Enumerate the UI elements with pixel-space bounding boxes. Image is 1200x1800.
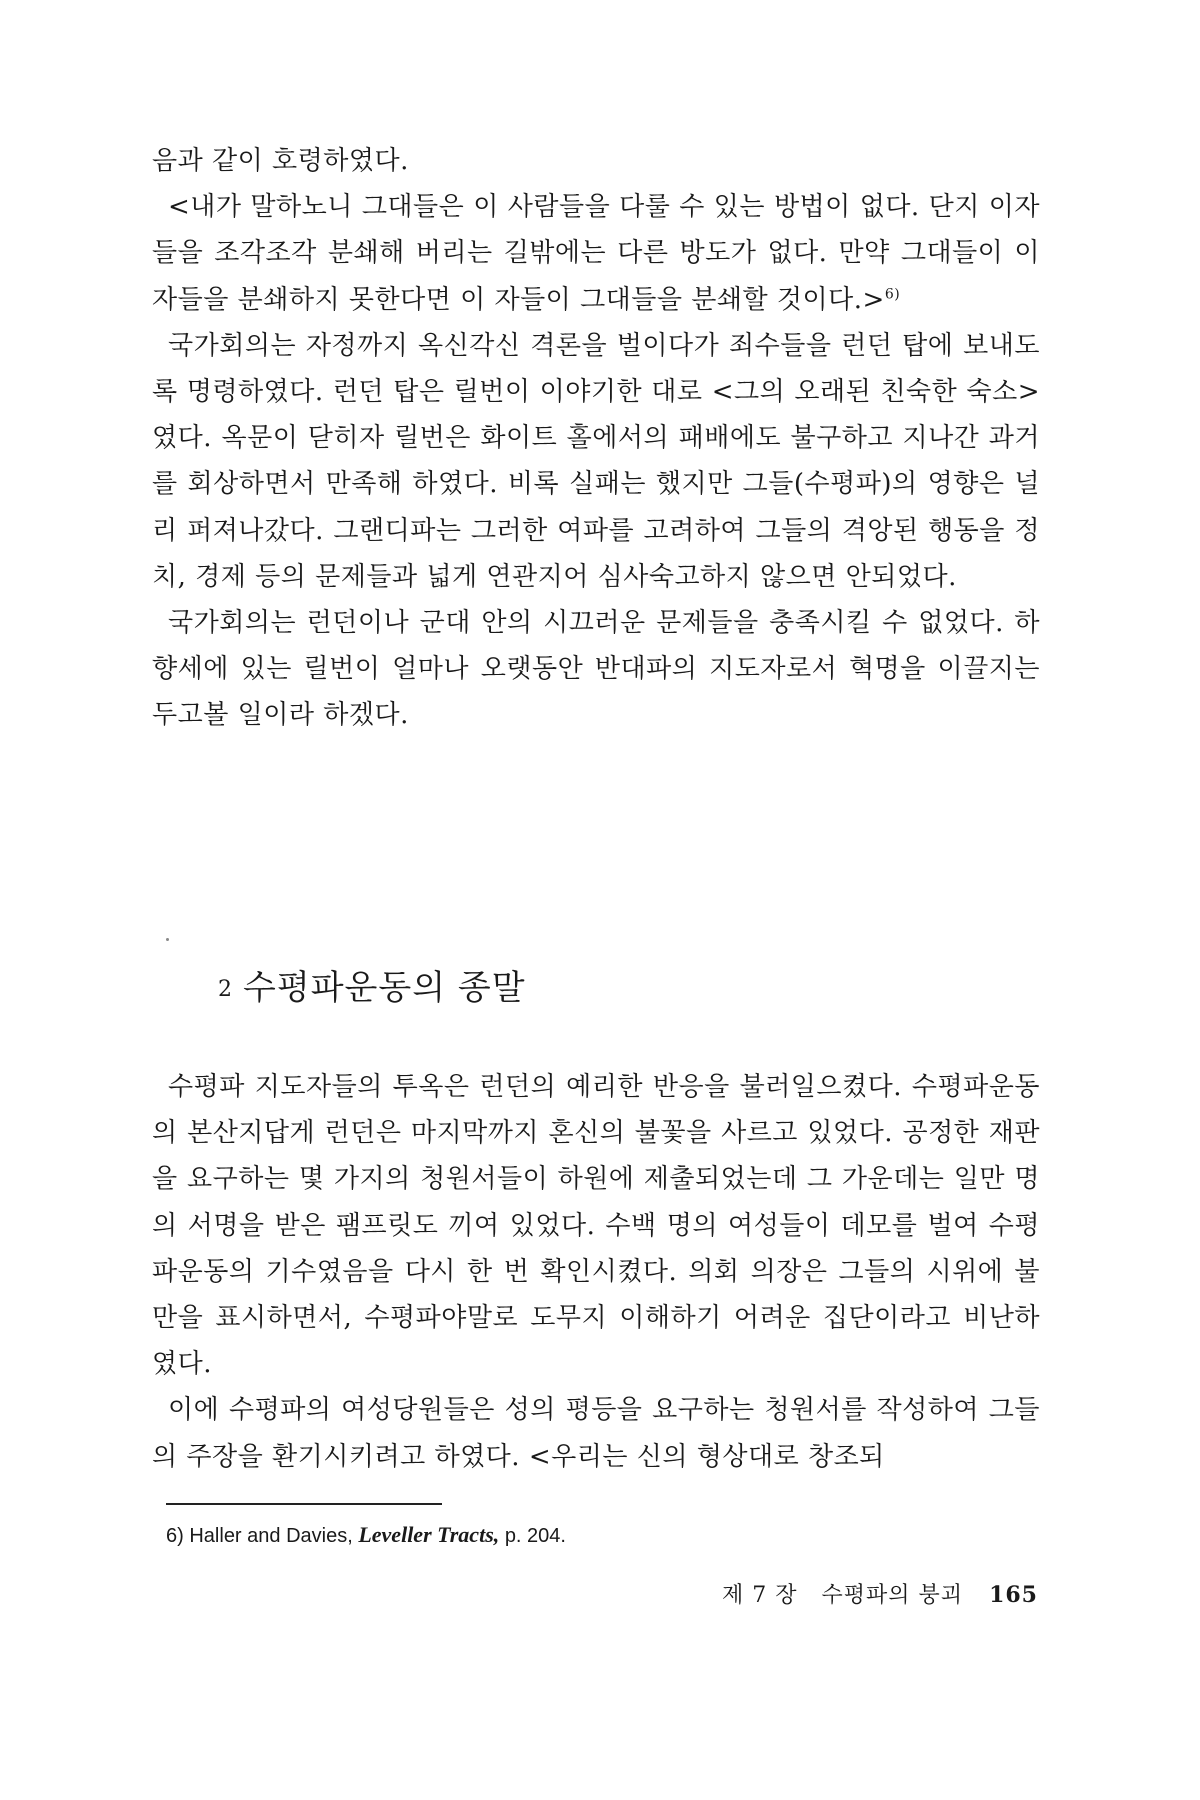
footnote-marker: 6) [884,285,901,302]
section-number: 2 [218,977,233,1002]
body-paragraph: 수평파 지도자들의 투옥은 런던의 예리한 반응을 불러일으켰다. 수평파운동의 본산지답게 런던은 마지막까지 혼신의 불꽃을 사르고 있었다. 공정한 재판을 요구하는 몇 가지의 청원서들이 하원에 제출되었는데 그 가운데는 일만 명의 서명을 받은 팸프릿도 끼여 있었다. 수백 명의 여성들이 데모를 벌여 수평파운동의 기수였음을 다시 한 번 확인시켰다. 의회 의장은 그들의 시위에 불만을 표시하면서, 수평파야말로 도무지 이해하기 어려운 집단이라고 비난하였다. [152,1072,1040,1380]
footnote [166,1522,566,1549]
footnote-authors: Haller and Davies, [189,1525,353,1547]
body-paragraph: 국가회의는 런던이나 군대 안의 시끄러운 문제들을 충족시킬 수 없었다. 하향세에 있는 릴번이 얼마나 오랫동안 반대파의 지도자로서 혁명을 이끌지는 두고볼 일이라 하겠다. [152,608,1040,731]
page-number: 165 [989,1582,1038,1608]
running-footer [722,1580,1038,1611]
body-paragraph: 국가회의는 자정까지 옥신각신 격론을 벌이다가 죄수들을 런던 탑에 보내도록 명령하였다. 런던 탑은 릴번이 이야기한 대로 <그의 오래된 친숙한 숙소>였다. 옥문이 닫히자 릴번은 화이트 홀에서의 패배에도 불구하고 지나간 과거를 회상하면서 만족해 하였다. 비록 실패는 했지만 그들(수평파)의 영향은 널리 퍼져나갔다. 그랜디파는 그러한 여파를 고려하여 그들의 격앙된 행동을 정치, 경제 등의 문제들과 넓게 연관지어 심사숙고하지 않으면 안되었다. [152,330,1040,592]
footnote-work-title: Leveller Tracts, [358,1522,500,1547]
upper-text-block [152,138,1040,739]
footnote-page: p. 204. [504,1525,566,1547]
footer-title: 수평파의 붕괴 [821,1583,964,1608]
continuation-paragraph: 음과 같이 호령하였다. [152,146,409,176]
quotation-text: <내가 말하노니 그대들은 이 사람들을 다룰 수 있는 방법이 없다. 단지 이자들을 조각조각 분쇄해 버리는 길밖에는 다른 방도가 없다. 만약 그대들이 이 자들을 분쇄하지 못한다면 이 자들이 그대들을 분쇄할 것이다.> [152,192,1040,315]
lower-text-block [152,1064,1040,1480]
footnote-number: 6) [166,1525,184,1547]
section-title: 수평파운동의 종말 [243,968,526,1008]
print-speck [166,938,169,941]
section-heading [218,968,526,1010]
quotation-paragraph [152,184,1040,323]
footer-chapter: 제 7 장 [722,1583,798,1608]
body-paragraph: 이에 수평파의 여성당원들은 성의 평등을 요구하는 청원서를 작성하여 그들의 주장을 환기시키려고 하였다. <우리는 신의 형상대로 창조되 [152,1395,1040,1472]
footnote-divider [166,1503,442,1505]
